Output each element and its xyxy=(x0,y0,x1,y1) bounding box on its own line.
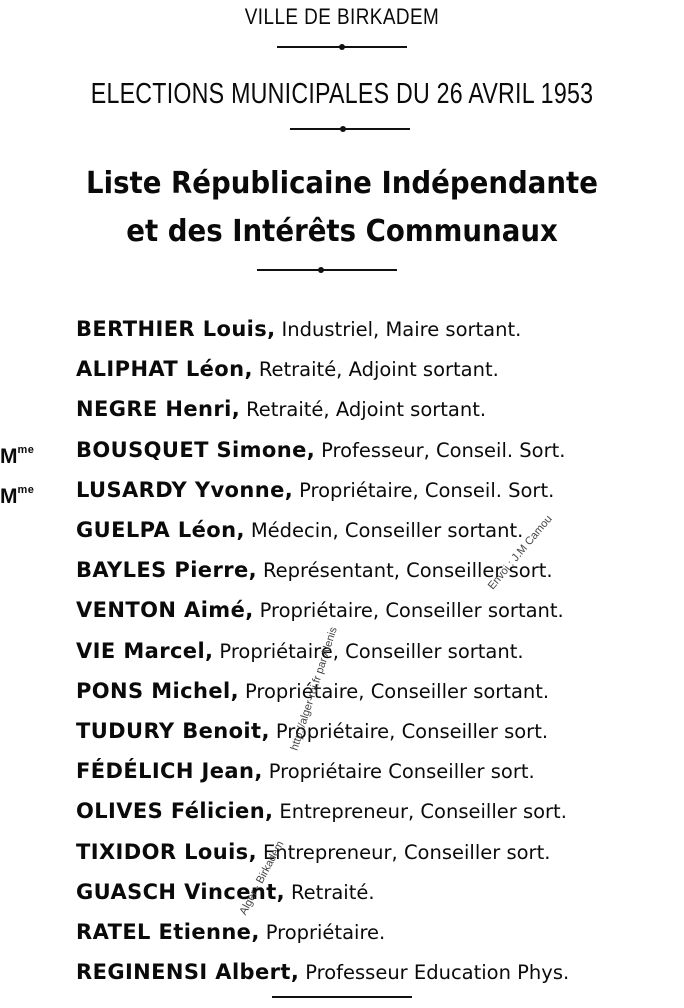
candidate-name: TIXIDOR Louis, xyxy=(76,840,257,864)
candidate-entry xyxy=(76,593,564,628)
candidate-entry xyxy=(76,754,535,789)
list-heading-line1: Liste Républicaine Indépendante xyxy=(86,166,598,201)
candidate-name: RATEL Etienne, xyxy=(76,920,260,944)
candidate-description: Médecin, Conseiller sortant. xyxy=(250,519,524,542)
bottom-divider xyxy=(272,996,412,998)
title-prefix: $M^{me}$ xyxy=(0,444,35,468)
candidate-description: Professeur Education Phys. xyxy=(305,961,570,984)
candidate-entry xyxy=(76,312,521,347)
candidate-description: Propriétaire, Conseiller sortant. xyxy=(259,599,564,622)
candidate-name: GUELPA Léon, xyxy=(76,518,245,542)
candidate-entry xyxy=(76,835,550,870)
candidate-entry xyxy=(76,955,569,990)
divider-dot xyxy=(340,126,346,132)
candidate-name: ALIPHAT Léon, xyxy=(76,357,253,381)
candidate-entry xyxy=(76,794,567,829)
candidate-name: PONS Michel, xyxy=(76,679,239,703)
divider-dot xyxy=(339,44,345,50)
candidate-description: Retraité. xyxy=(291,881,375,904)
candidate-entry xyxy=(76,433,565,468)
watermark-text: Envoi : J.M Camou xyxy=(485,513,555,592)
candidate-entry xyxy=(76,473,554,508)
candidate-description: Industriel, Maire sortant. xyxy=(281,318,522,341)
candidate-name: REGINENSI Albert, xyxy=(76,960,300,984)
candidate-entry xyxy=(76,634,524,669)
candidate-description: Entrepreneur, Conseiller sort. xyxy=(279,800,567,823)
candidate-name: NEGRE Henri, xyxy=(76,397,241,421)
divider-dot xyxy=(318,267,324,273)
candidate-description: Propriétaire Conseiller sort. xyxy=(268,760,535,783)
watermark-text: http://alger-roi.fr par Alenis xyxy=(288,625,340,752)
candidate-entry xyxy=(76,513,523,548)
candidate-description: Propriétaire, Conseiller sortant. xyxy=(219,640,524,663)
list-heading-line2: et des Intérêts Communaux xyxy=(126,214,558,249)
candidate-description: Propriétaire. xyxy=(265,921,386,944)
divider xyxy=(257,269,397,271)
candidate-entry xyxy=(76,714,548,749)
candidate-description: Retraité, Adjoint sortant. xyxy=(246,398,487,421)
candidate-entry xyxy=(76,352,499,387)
town-title: VILLE DE BIRKADEM xyxy=(244,4,440,29)
candidate-entry xyxy=(76,392,486,427)
candidate-description: Propriétaire, Conseiller sort. xyxy=(275,720,549,743)
candidate-name: VIE Marcel, xyxy=(76,639,214,663)
candidate-entry xyxy=(76,915,385,950)
title-prefix-suffix: me xyxy=(17,484,35,496)
candidate-name: BOUSQUET Simone, xyxy=(76,438,316,462)
candidate-description: Représentant, Conseiller sort. xyxy=(262,559,553,582)
candidate-entry xyxy=(76,553,553,588)
title-prefix-suffix: me xyxy=(17,444,35,456)
election-title: ELECTIONS MUNICIPALES DU 26 AVRIL 1953 xyxy=(90,78,594,110)
candidate-name: OLIVES Félicien, xyxy=(76,799,274,823)
candidate-description: Propriétaire, Conseil. Sort. xyxy=(299,479,555,502)
candidate-description: Professeur, Conseil. Sort. xyxy=(321,439,566,462)
candidate-entry xyxy=(76,875,375,910)
candidate-name: FÉDÉLICH Jean, xyxy=(76,759,263,783)
candidate-description: Entrepreneur, Conseiller sort. xyxy=(262,841,551,864)
candidate-name: LUSARDY Yvonne, xyxy=(76,478,294,502)
candidate-name: GUASCH Vincent, xyxy=(76,880,286,904)
divider xyxy=(290,128,410,130)
candidate-description: Retraité, Adjoint sortant. xyxy=(258,358,499,381)
candidate-name: VENTON Aimé, xyxy=(76,598,254,622)
candidate-description: Propriétaire, Conseiller sortant. xyxy=(244,680,550,703)
candidate-name: BAYLES Pierre, xyxy=(76,558,257,582)
title-prefix: $M^{me}$ xyxy=(0,484,35,508)
candidate-name: TUDURY Benoit, xyxy=(76,719,270,743)
candidate-name: BERTHIER Louis, xyxy=(76,317,276,341)
watermark-text: Alger - Birkadem xyxy=(237,839,287,917)
